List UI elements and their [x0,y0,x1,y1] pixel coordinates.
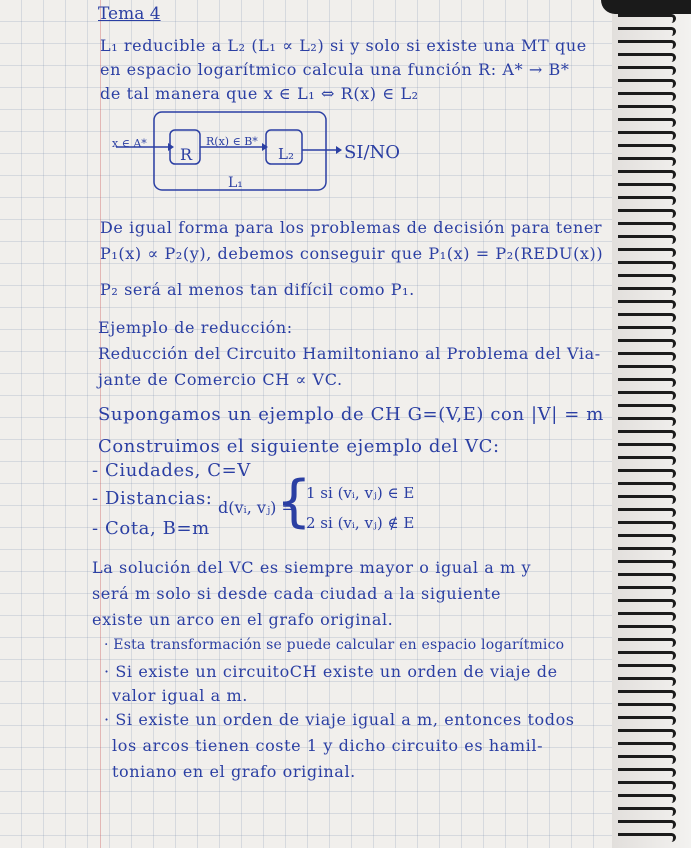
spiral-coil [618,521,676,530]
solution-bullet-2: · Si existe un circuitoCH existe un orden de viaje de [104,662,558,681]
spiral-coil [618,274,676,283]
spiral-coil [618,417,676,426]
decision-line-3: P₂ será al menos tan difícil como P₁. [100,280,415,299]
spiral-coil [618,404,676,413]
spiral-coil [618,27,676,36]
spiral-coil [618,560,676,569]
distance-case-1: 1 si (vᵢ, vⱼ) ∈ E [306,484,415,502]
spiral-coil [618,703,676,712]
spiral-coil [618,170,676,179]
construction-line-1: Supongamos un ejemplo de CH G=(V,E) con |V| = m [98,404,604,425]
decision-line-2: P₁(x) ∝ P₂(y), debemos conseguir que P₁(x) = P₂(REDU(x)) [100,244,604,263]
solution-bullet-3-end: toniano en el grafo original. [112,762,356,781]
spiral-coil [618,573,676,582]
spiral-coil [618,651,676,660]
solution-bullet-2-cont: valor igual a m. [112,686,248,705]
spiral-coil [618,430,676,439]
solution-line-3: existe un arco en el grafo original. [92,610,394,629]
distance-lhs: d(vᵢ, vⱼ) = [218,498,295,517]
spiral-coil [618,534,676,543]
spiral-coil [618,222,676,231]
spiral-coil [618,508,676,517]
spiral-coil [618,66,676,75]
spiral-coil [618,326,676,335]
spiral-coil [618,53,676,62]
spiral-coil [618,196,676,205]
diagram-outer-label: L₁ [228,175,243,191]
spiral-coil [618,586,676,595]
notebook-top-edge [601,0,691,14]
spiral-coil [618,833,676,842]
spiral-coil [618,742,676,751]
diagram-box-l2-label: L₂ [278,145,294,163]
spiral-coil [618,365,676,374]
spiral-coil [618,157,676,166]
solution-line-2: será m solo si desde cada ciudad a la siguiente [92,584,502,603]
example-heading: Ejemplo de reducción: [98,318,293,337]
construction-line-distances: - Distancias: [92,488,213,509]
spiral-coil [618,144,676,153]
spiral-coil [618,40,676,49]
spiral-coil [618,664,676,673]
intro-line-3: de tal manera que x ∈ L₁ ⇔ R(x) ∈ L₂ [100,84,419,103]
spiral-coil [618,755,676,764]
solution-bullet-1: · Esta transformación se puede calcular en espacio logarítmico [104,637,565,653]
spiral-coil [618,79,676,88]
spiral-coil [618,599,676,608]
spiral-coil [618,352,676,361]
spiral-coil [618,235,676,244]
distance-brace: { [276,469,312,534]
diagram-middle-label: R(x) ∈ B* [206,135,258,148]
diagram-output-label: SI/NO [344,142,401,163]
intro-line-2: en espacio logarítmico calcula una función R: A* → B* [100,60,570,79]
spiral-coil [618,794,676,803]
example-line-1: Reducción del Circuito Hamiltoniano al Problema del Via- [98,344,601,363]
spiral-coil [618,729,676,738]
spiral-coil [618,443,676,452]
page-title: Tema 4 [98,4,161,24]
spiral-coil [618,612,676,621]
spiral-coil [618,183,676,192]
solution-line-1: La solución del VC es siempre mayor o igual a m y [92,558,532,577]
spiral-coil [618,807,676,816]
spiral-coil [618,105,676,114]
spiral-coil [618,469,676,478]
distance-case-2: 2 si (vᵢ, vⱼ) ∉ E [306,514,415,532]
spiral-coil [618,248,676,257]
construction-line-2: Construimos el siguiente ejemplo del VC: [98,436,500,457]
spiral-coil [618,482,676,491]
spiral-coil [618,261,676,270]
spiral-coil [618,495,676,504]
decision-line-1: De igual forma para los problemas de decisión para tener [100,218,603,237]
spiral-coil [618,14,676,23]
spiral-coil [618,378,676,387]
spiral-coil [618,690,676,699]
spiral-coil [618,768,676,777]
spiral-coil [618,547,676,556]
diagram-input-label: x ∈ A* [112,137,147,150]
spiral-coil [618,677,676,686]
spiral-coil [618,716,676,725]
spiral-coil [618,456,676,465]
intro-line-1: L₁ reducible a L₂ (L₁ ∝ L₂) si y solo si existe una MT que [100,36,587,55]
diagram-box-r-label: R [180,145,193,164]
construction-line-cities: - Ciudades, C=V [92,460,251,481]
spiral-coil [618,313,676,322]
spiral-coil [618,391,676,400]
spiral-coil [618,820,676,829]
spiral-coil [618,287,676,296]
spiral-coil [618,118,676,127]
spiral-coil [618,339,676,348]
example-line-2: jante de Comercio CH ∝ VC. [98,370,343,389]
construction-line-bound: - Cota, B=m [92,518,210,539]
spiral-binding [612,0,691,848]
spiral-coil [618,131,676,140]
spiral-coil [618,625,676,634]
solution-bullet-3-cont: los arcos tienen coste 1 y dicho circuito es hamil- [112,736,544,755]
spiral-coil [618,300,676,309]
spiral-coil [618,638,676,647]
spiral-coil [618,92,676,101]
spiral-coil [618,209,676,218]
solution-bullet-3: · Si existe un orden de viaje igual a m, entonces todos [104,710,575,729]
spiral-coil [618,781,676,790]
